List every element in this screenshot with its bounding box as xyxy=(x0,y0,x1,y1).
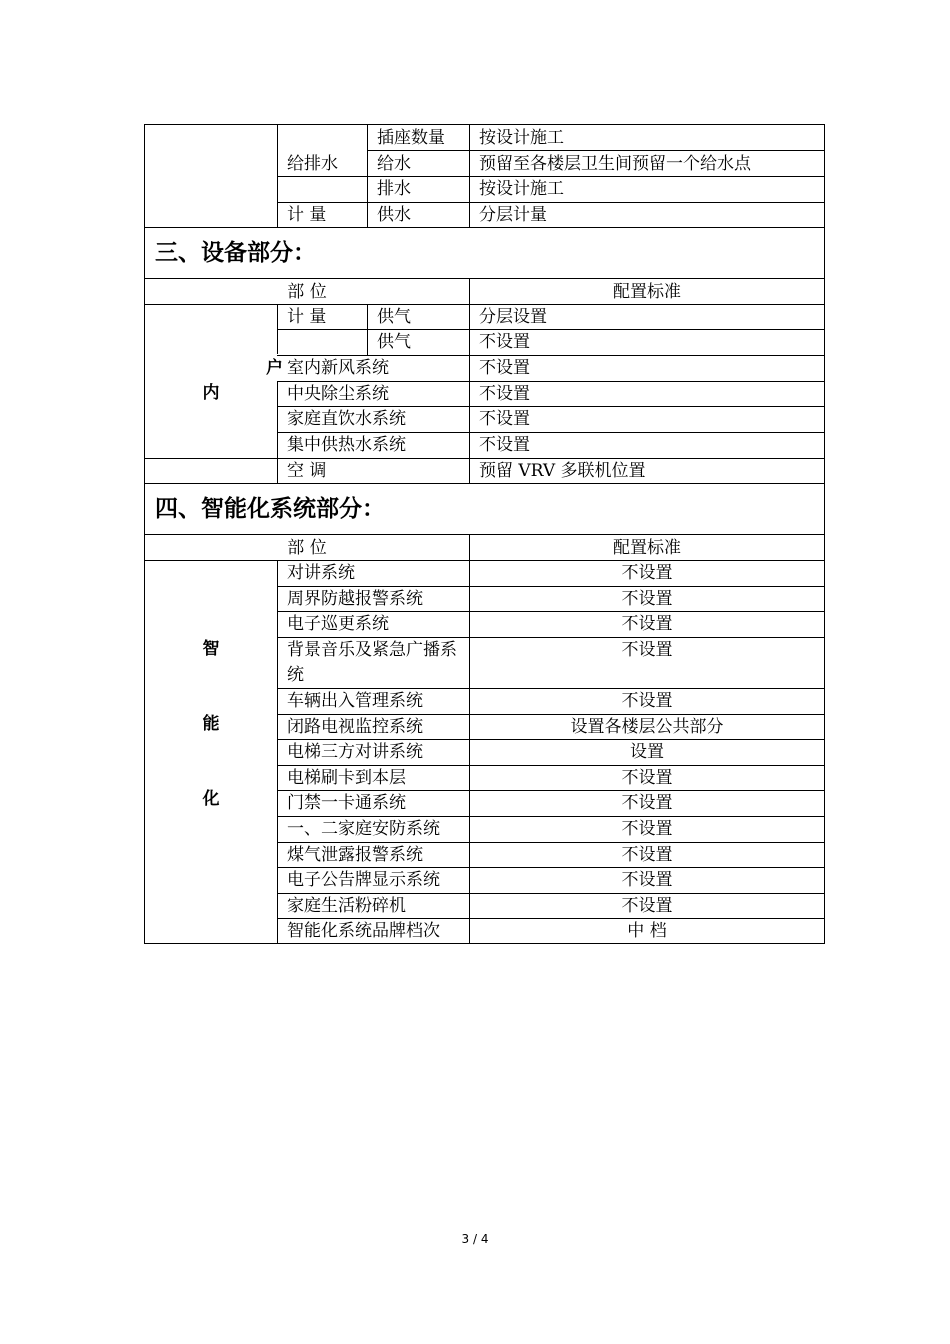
section-4-title: 四、智能化系统部分： xyxy=(155,496,385,522)
s3-row-hot-water: 集中供热水系统 xyxy=(287,435,406,455)
s3-row-drinking-water: 家庭直饮水系统 xyxy=(287,409,406,429)
s4-row-broadcast: 背景音乐及紧急广播系统 xyxy=(287,640,457,685)
s4-row-perimeter-alarm: 周界防越报警系统 xyxy=(287,589,423,609)
section-3-title: 三、设备部分： xyxy=(155,240,316,266)
metering-label: 计 量 xyxy=(287,205,327,225)
s3-row-gas-a: 供气 xyxy=(377,307,411,327)
s3-row-gas-b: 供气 xyxy=(377,332,411,352)
s3-group-char-hu: 户 xyxy=(266,358,283,378)
drainage-label: 排水 xyxy=(377,179,411,199)
s4-row-vehicle: 车辆出入管理系统 xyxy=(287,691,423,711)
s4-group-char-zhi: 智 xyxy=(202,639,220,659)
s3-row-drinking-water-standard: 不设置 xyxy=(479,409,530,429)
s3-row-fresh-air-standard: 不设置 xyxy=(479,358,530,378)
page-number: 3 / 4 xyxy=(461,1232,489,1246)
s3-group-char-nei: 内 xyxy=(202,383,220,403)
s4-row-access-card: 门禁一卡通系统 xyxy=(287,793,406,813)
s4-row-patrol-standard: 不设置 xyxy=(621,614,673,634)
s4-row-cctv: 闭路电视监控系统 xyxy=(287,717,423,737)
s4-row-gas-alarm-standard: 不设置 xyxy=(621,845,673,865)
s4-row-disposer-standard: 不设置 xyxy=(621,896,673,916)
water-metering-label: 供水 xyxy=(377,205,411,225)
s4-row-patrol: 电子巡更系统 xyxy=(287,614,389,634)
s4-row-cctv-standard: 设置各楼层公共部分 xyxy=(570,717,724,737)
s4-row-home-security-standard: 不设置 xyxy=(621,819,673,839)
s3-row-dust: 中央除尘系统 xyxy=(287,384,389,404)
s3-row-metering: 计 量 xyxy=(287,307,327,327)
s4-header-part: 部 位 xyxy=(287,538,327,558)
s4-header-standard: 配置标准 xyxy=(613,538,681,558)
s4-row-elevator-intercom-standard: 设置 xyxy=(630,742,664,762)
water-supply-standard: 预留至各楼层卫生间预留一个给水点 xyxy=(479,154,751,174)
s3-row-gas-a-standard: 分层设置 xyxy=(479,307,547,327)
s3-row-fresh-air: 室内新风系统 xyxy=(287,358,389,378)
s4-row-brand-grade: 智能化系统品牌档次 xyxy=(287,921,440,941)
s3-row-hot-water-standard: 不设置 xyxy=(479,435,530,455)
s4-row-elevator-card: 电梯刷卡到本层 xyxy=(287,768,406,788)
s3-row-ac-standard: 预留 VRV 多联机位置 xyxy=(479,461,646,481)
s4-row-bulletin: 电子公告牌显示系统 xyxy=(287,870,440,890)
s4-row-elevator-intercom: 电梯三方对讲系统 xyxy=(287,742,423,762)
s4-row-home-security: 一、二家庭安防系统 xyxy=(287,819,440,839)
s3-header-part: 部 位 xyxy=(287,282,327,302)
water-supply-label: 给水 xyxy=(377,154,411,174)
s3-row-dust-standard: 不设置 xyxy=(479,384,530,404)
s4-group-char-hua: 化 xyxy=(202,789,220,809)
s3-row-gas-b-standard: 不设置 xyxy=(479,332,530,352)
drainage-standard: 按设计施工 xyxy=(479,179,564,199)
water-metering-standard: 分层计量 xyxy=(479,205,547,225)
s3-row-ac: 空 调 xyxy=(287,461,327,481)
socket-count-label: 插座数量 xyxy=(377,128,445,148)
s4-row-brand-grade-standard: 中 档 xyxy=(627,921,667,941)
plumbing-label: 给排水 xyxy=(287,154,338,174)
s4-row-perimeter-alarm-standard: 不设置 xyxy=(621,589,673,609)
s4-row-vehicle-standard: 不设置 xyxy=(621,691,673,711)
s4-row-disposer: 家庭生活粉碎机 xyxy=(287,896,406,916)
s4-row-intercom: 对讲系统 xyxy=(287,563,355,583)
s3-header-standard: 配置标准 xyxy=(613,282,681,302)
s4-row-intercom-standard: 不设置 xyxy=(621,563,673,583)
s4-row-elevator-card-standard: 不设置 xyxy=(621,768,673,788)
s4-group-char-neng: 能 xyxy=(202,714,220,734)
s4-row-gas-alarm: 煤气泄露报警系统 xyxy=(287,845,423,865)
socket-count-standard: 按设计施工 xyxy=(479,128,564,148)
s4-row-access-card-standard: 不设置 xyxy=(621,793,673,813)
s4-row-broadcast-standard: 不设置 xyxy=(621,640,673,660)
s4-row-bulletin-standard: 不设置 xyxy=(621,870,673,890)
